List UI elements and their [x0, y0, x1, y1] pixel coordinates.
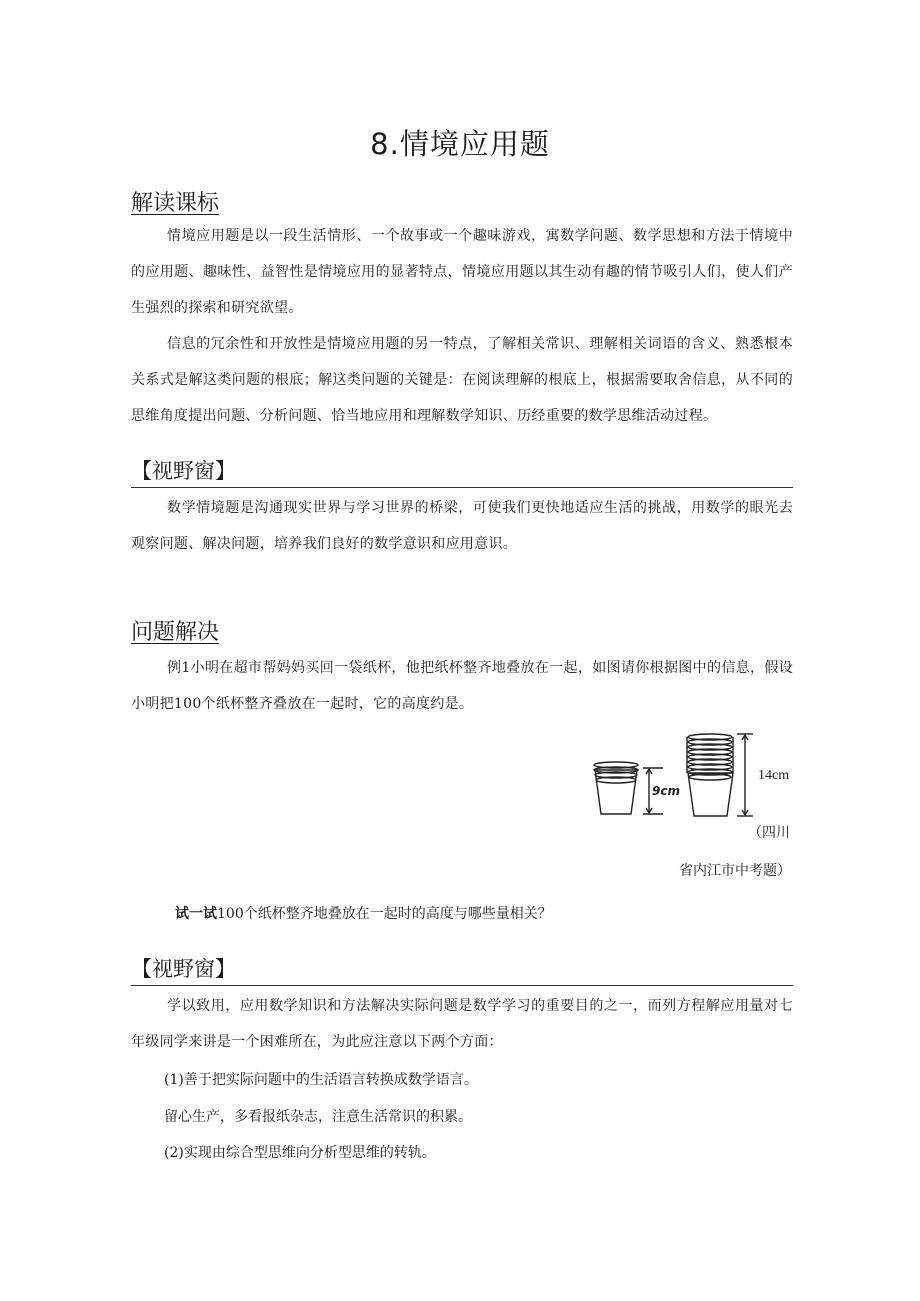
- large-cup-stack: [687, 734, 753, 816]
- vision-window-heading-2: 【视野窗】: [131, 953, 793, 986]
- try-it-line: [175, 904, 552, 924]
- large-stack-height-label: 14cm: [758, 768, 790, 783]
- example-1-text: 例1小明在超市帮妈妈买回一袋纸杯，他把纸杯整齐地叠放在一起，如图请你根据图中的信息，假设小明把100个纸杯整齐叠放在一起时，它的高度约是。: [131, 660, 793, 712]
- small-stack-height-label: 9cm: [652, 784, 680, 798]
- paper-cups-figure: [585, 728, 800, 820]
- curriculum-paragraph-1: 情境应用题是以一段生活情形、一个故事或一个趣味游戏，寓数学问题、数学思想和方法于情境中的应用题、趣味性、益智性是情境应用的显著特点，情境应用题以其生动有趣的情节吸引人们，使人们产生强烈的探索和研究欲望。: [131, 228, 793, 316]
- try-it-label: 试一试: [175, 906, 217, 922]
- try-it-text: 100个纸杯整齐地叠放在一起时的高度与哪些量相关？: [217, 906, 552, 922]
- section-heading-problem-solving: 问题解决: [131, 620, 220, 645]
- source-citation-line-1: （四川: [748, 825, 790, 841]
- vision-window-heading-1: 【视野窗】: [131, 455, 793, 488]
- point-1: (1)善于把实际问题中的生活语言转换成数学语言。: [164, 1072, 478, 1088]
- vision-window-paragraph-2: 学以致用，应用数学知识和方法解决实际问题是数学学习的重要目的之一，而列方程解应用量对七年级同学来讲是一个困难所在，为此应注意以下两个方面：: [131, 998, 793, 1050]
- vision-window-paragraph-1: 数学情境题是沟通现实世界与学习世界的桥梁，可使我们更快地适应生活的挑战，用数学的眼光去观察问题、解决问题，培养我们良好的数学意识和应用意识。: [131, 500, 793, 552]
- point-2: (2)实现由综合型思维向分析型思维的转轨。: [164, 1145, 436, 1161]
- section-heading-curriculum: 解读课标: [131, 191, 220, 216]
- page-title: 8.情境应用题: [370, 127, 550, 161]
- curriculum-paragraph-2: 信息的冗余性和开放性是情境应用题的另一特点，了解相关常识、理解相关词语的含义、熟悉根本关系式是解这类问题的根底；解这类问题的关键是：在阅读理解的根底上，根据需要取舍信息，从不同的思维角度提出问题、分析问题、恰当地应用和理解数学知识、历经重要的数学思维活动过程。: [131, 336, 793, 424]
- point-1-note: 留心生产，多看报纸杂志，注意生活常识的积累。: [164, 1109, 472, 1125]
- source-citation-line-2: 省内江市中考题）: [679, 863, 791, 879]
